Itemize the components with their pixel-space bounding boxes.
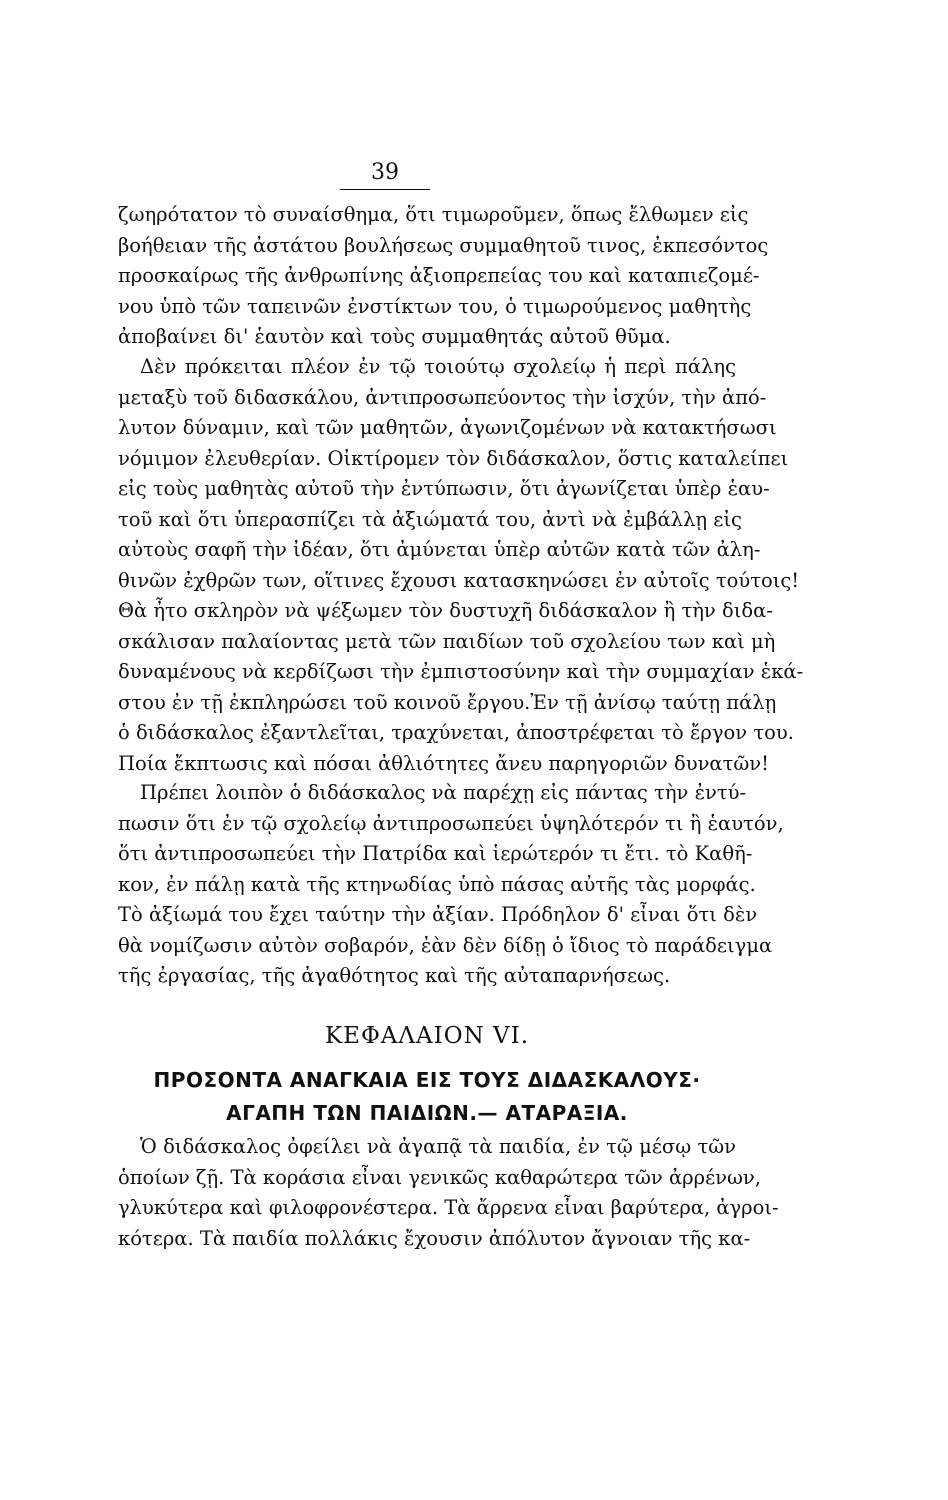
text-line: εἰς τοὺς μαθητὰς αὐτοῦ τὴν ἐντύπωσιν, ὅτι ἀγωνίζεται ὑπὲρ ἑαυ-	[118, 477, 770, 500]
paragraph-duty	[118, 778, 784, 992]
chapter-heading: ΠΡΟΣΟΝΤΑ ΑΝΑΓΚΑΙΑ ΕΙΣ ΤΟΥΣ ΔΙΔΑΣΚΑΛΟΥΣ·	[153, 1068, 701, 1092]
text-line: τῆς ἐργασίας, τῆς ἀγαθότητος καὶ τῆς αὐταπαρνήσεως.	[118, 964, 671, 987]
text-line: γλυκύτερα καὶ φιλοφρονέστερα. Τὰ ἄρρενα εἶναι βαρύτερα, ἀγροι-	[118, 1196, 779, 1219]
text-line: ὁποίων ζῇ. Τὰ κοράσια εἶναι γενικῶς καθαρώτερα τῶν ἀρρένων,	[118, 1165, 761, 1189]
text-line: μεταξὺ τοῦ διδασκάλου, ἀντιπροσωπεύοντος τὴν ἰσχύν, τὴν ἀπό-	[118, 385, 767, 409]
text-line: ὅτι ἀντιπροσωπεύει τὴν Πατρίδα καὶ ἱερώτερόν τι ἔτι. τὸ Καθῆ-	[118, 842, 753, 865]
chapter-title: ΚΕΦΑΛΑΙΟΝ VI.	[324, 1023, 530, 1049]
text-line: σκάλισαν παλαίοντας μετὰ τῶν παιδίων τοῦ σχολείου των καὶ μὴ	[118, 629, 776, 653]
text-line: προσκαίρως τῆς ἀνθρωπίνης ἀξιοπρεπείας του καὶ καταπιεζομέ-	[118, 264, 760, 287]
paragraph-love-of-children	[118, 1132, 779, 1254]
text-line: αὐτοὺς σαφῆ τὴν ἰδέαν, ὅτι ἀμύνεται ὑπὲρ αὐτῶν κατὰ τῶν ἀλη-	[118, 538, 761, 561]
text-line: ὁ διδάσκαλος ἐξαντλεῖται, τραχύνεται, ἀποστρέφεται τὸ ἔργον του.	[118, 721, 794, 744]
paragraph-struggle	[118, 352, 804, 779]
text-line: βοήθειαν τῆς ἀστάτου βουλήσεως συμμαθητοῦ τινος, ἐκπεσόντος	[118, 233, 769, 257]
text-line: κον, ἐν πάλῃ κατὰ τῆς κτηνωδίας ὑπὸ πάσας αὐτῆς τὰς μορφάς.	[118, 872, 756, 896]
text-line: Τὸ ἀξίωμά του ἔχει ταύτην τὴν ἀξίαν. Πρόδηλον δ' εἶναι ὅτι δὲν	[118, 903, 758, 926]
text-line: Θὰ ἦτο σκληρὸν νὰ ψέξωμεν τὸν δυστυχῆ διδάσκαλον ἢ τὴν διδα-	[118, 599, 773, 622]
text-line: ζωηρότατον τὸ συναίσθημα, ὅτι τιμωροῦμεν, ὅπως ἔλθωμεν εἰς	[118, 203, 749, 226]
text-line: δυναμένους νὰ κερδίζωσι τὴν ἐμπιστοσύνην καὶ τὴν συμμαχίαν ἑκά-	[118, 660, 804, 683]
text-line: ἀποβαίνει δι' ἑαυτὸν καὶ τοὺς συμμαθητάς αὐτοῦ θῦμα.	[118, 325, 671, 348]
text-line: κότερα. Τὰ παιδία πολλάκις ἔχουσιν ἀπόλυτον ἄγνοιαν τῆς κα-	[118, 1226, 751, 1250]
text-line: νόμιμον ἐλευθερίαν. Οἰκτίρομεν τὸν διδάσκαλον, ὅστις καταλείπει	[118, 446, 789, 470]
text-line: Πρέπει λοιπὸν ὁ διδάσκαλος νὰ παρέχῃ εἰς πάντας τὴν ἐντύ-	[140, 781, 747, 804]
chapter-subheading: ΑΓΑΠΗ ΤΩΝ ΠΑΙΔΙΩΝ.— ΑΤΑΡΑΞΙΑ.	[226, 1101, 628, 1125]
text-line: Ὁ διδάσκαλος ὀφείλει νὰ ἀγαπᾷ τὰ παιδία, ἐν τῷ μέσῳ τῶν	[140, 1135, 736, 1158]
text-line: πωσιν ὅτι ἐν τῷ σχολείῳ ἀντιπροσωπεύει ὑψηλότερόν τι ἢ ἑαυτόν,	[118, 811, 784, 835]
text-line: στου ἐν τῇ ἐκπληρώσει τοῦ κοινοῦ ἔργου.Ἐν τῇ ἀνίσῳ ταύτῃ πάλῃ	[118, 690, 777, 714]
paragraph-continuation	[118, 200, 769, 353]
page-number: 39	[340, 160, 430, 190]
text-line: τοῦ καὶ ὅτι ὑπερασπίζει τὰ ἀξιώματά του, ἀντὶ νὰ ἐμβάλλῃ εἰς	[118, 507, 742, 531]
text-line: νου ὑπὸ τῶν ταπεινῶν ἐνστίκτων του, ὁ τιμωρούμενος μαθητὴς	[118, 294, 752, 318]
text-line: θινῶν ἐχθρῶν των, οἵτινες ἔχουσι κατασκηνώσει ἐν αὐτοῖς τούτοις!	[118, 568, 800, 592]
text-line: θὰ νομίζωσιν αὐτὸν σοβαρόν, ἐὰν δὲν δίδῃ ὁ ἴδιος τὸ παράδειγμα	[118, 933, 773, 957]
text-line: λυτον δύναμιν, καὶ τῶν μαθητῶν, ἀγωνιζομένων νὰ κατακτήσωσι	[118, 416, 777, 439]
text-line: Δὲν πρόκειται πλέον ἐν τῷ τοιούτῳ σχολείῳ ἡ περὶ πάλης	[140, 355, 736, 378]
text-line: Ποία ἔκπτωσις καὶ πόσαι ἀθλιότητες ἄνευ παρηγοριῶν δυνατῶν!	[118, 751, 769, 775]
